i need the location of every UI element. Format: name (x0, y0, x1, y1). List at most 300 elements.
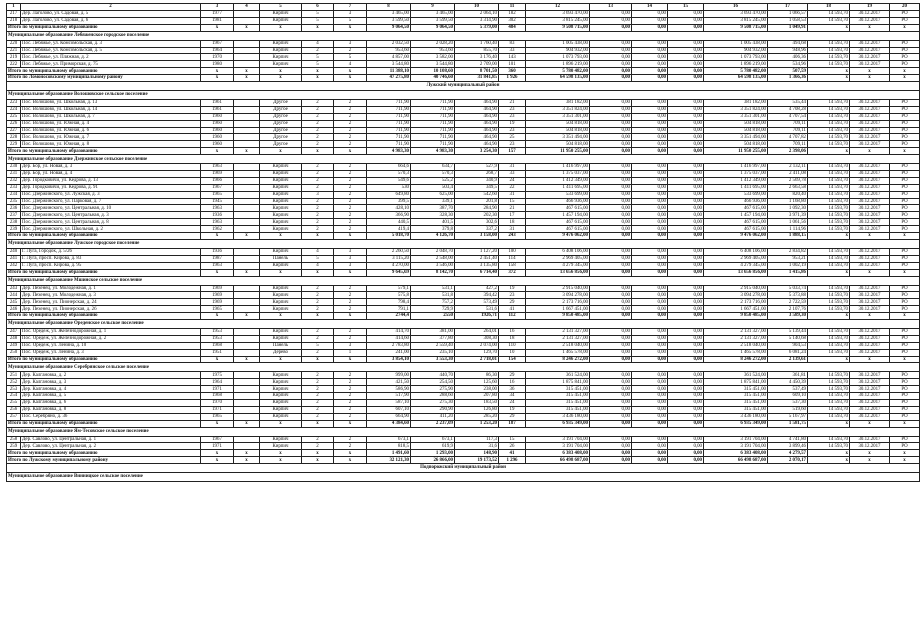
table-cell: 229 (7, 141, 21, 148)
table-cell: x (260, 24, 302, 31)
table-cell: 3 314,90 (455, 17, 499, 24)
table-cell: 1 296 (499, 457, 526, 464)
table-row (7, 54, 920, 61)
table-cell: 1 066,57 (768, 11, 808, 18)
table-cell: 14 593,70 (808, 255, 850, 262)
table-cell: 1926,71 (455, 313, 499, 320)
table-cell: 625,00 (411, 191, 455, 198)
table-cell: Дер. Бор, ул. Новая, д. 3 (21, 164, 201, 171)
table-cell: 673,1 (411, 436, 455, 443)
table-cell: 2 569,78 (768, 177, 808, 184)
table-cell: x (890, 75, 920, 82)
table-cell: 533 699,00 (704, 191, 768, 198)
table-cell (234, 285, 260, 292)
table-cell: 0,00 (632, 399, 668, 406)
table-cell: 30.12.2017 (850, 106, 890, 113)
table-cell: 0,00 (632, 47, 668, 54)
table-cell: 1963 (201, 219, 234, 226)
table-cell (234, 255, 260, 262)
table-cell: 427,2 (455, 285, 499, 292)
table-cell: 0,00 (668, 54, 704, 61)
table-cell: 14 593,70 (808, 436, 850, 443)
table-cell: 0,00 (632, 285, 668, 292)
table-cell: 0,00 (632, 61, 668, 68)
table-cell: 230 (7, 164, 21, 171)
table-cell: Кирпич (260, 47, 302, 54)
table-cell: 1964 (201, 379, 234, 386)
table-cell: 47 275,80 (367, 75, 411, 82)
column-number: 12 (526, 4, 590, 11)
table-cell: 0,00 (668, 47, 704, 54)
table-cell: Другое (260, 141, 302, 148)
table-cell: 2 451,40 (455, 255, 499, 262)
table-cell: 315 451,00 (526, 399, 590, 406)
table-cell: 2 (302, 171, 334, 178)
table-cell: 4 (302, 248, 334, 255)
table-cell: 0,00 (632, 40, 668, 47)
table-cell: 30.12.2017 (850, 177, 890, 184)
table-cell (234, 184, 260, 191)
table-cell: 2744,4 (367, 313, 411, 320)
table-cell: 2 (334, 219, 367, 226)
table-cell: 2 (334, 292, 367, 299)
table-cell: 264,01 (455, 328, 499, 335)
subtotal-row (7, 148, 920, 155)
table-cell: 1961 (201, 106, 234, 113)
table-cell: 2 (302, 127, 334, 134)
table-cell: 1965 (201, 191, 234, 198)
table-cell: 464,90 (455, 134, 499, 141)
table-cell: РО (890, 306, 920, 313)
table-cell: 0,00 (668, 342, 704, 349)
table-cell: 110 (499, 342, 526, 349)
table-cell: 0,00 (668, 134, 704, 141)
table-cell: 14 593,70 (808, 127, 850, 134)
table-cell: 711,90 (411, 134, 455, 141)
table-cell: 315 451,00 (704, 399, 768, 406)
table-cell: x (201, 233, 234, 240)
table-cell: 2 (302, 306, 334, 313)
table-cell: Дер. Савлово, ул. Центральная, д. 1 (21, 436, 201, 443)
table-cell: 0,00 (590, 356, 632, 363)
table-cell: 5 780 482,00 (704, 68, 768, 75)
table-cell: Пос. Волошово, ул. Южная, д. 7 (21, 134, 201, 141)
table-cell: 2 132,11 (768, 164, 808, 171)
table-cell: 30.12.2017 (850, 406, 890, 413)
table-cell: 1960 (201, 141, 234, 148)
table-cell: 0,00 (632, 24, 668, 31)
table-cell: 14 593,70 (808, 226, 850, 233)
table-cell (234, 349, 260, 356)
table-row (7, 11, 920, 18)
table-row (7, 171, 920, 178)
table-cell: 1 002,19 (768, 262, 808, 269)
table-cell: Кирпич (260, 54, 302, 61)
table-row (7, 255, 920, 262)
table-cell: 247 (7, 328, 21, 335)
table-cell: 2 (302, 219, 334, 226)
table-cell: 0,00 (590, 164, 632, 171)
district-title: Подпорожский муниципальный район (7, 464, 920, 473)
municipality-title: Муниципальное образование Лужское городское поселение (7, 239, 920, 248)
table-cell: 26 866,00 (411, 457, 455, 464)
table-cell: 757,2 (411, 299, 455, 306)
table-cell: 0,00 (590, 443, 632, 450)
table-cell: 4 983,30 (367, 148, 411, 155)
table-cell: x (234, 420, 260, 427)
table-cell: 0,00 (668, 372, 704, 379)
table-cell: 2 (334, 285, 367, 292)
table-cell: 2 070,17 (768, 457, 808, 464)
table-cell: 25 (499, 134, 526, 141)
table-cell: 31 (499, 164, 526, 171)
subtotal-label: Итого по муниципальному образованию (7, 269, 201, 276)
table-cell (234, 219, 260, 226)
table-cell: 315 451,00 (526, 386, 590, 393)
table-cell: 0,00 (668, 100, 704, 107)
table-cell (234, 106, 260, 113)
table-cell: 254 (7, 393, 21, 400)
table-cell: 268,7 (455, 171, 499, 178)
table-cell: 3 135,80 (455, 262, 499, 269)
table-cell: x (808, 313, 850, 320)
table-cell: 0,00 (632, 406, 668, 413)
table-cell: 361,81 (768, 372, 808, 379)
table-cell: 14 593,70 (808, 61, 850, 68)
table-cell: x (890, 450, 920, 457)
table-cell: 0,00 (632, 292, 668, 299)
table-row (7, 61, 920, 68)
table-cell: x (850, 420, 890, 427)
table-cell: 16 (499, 328, 526, 335)
table-cell: 527,9 (455, 164, 499, 171)
table-cell: 3 436 180,00 (526, 413, 590, 420)
table-cell: x (201, 457, 234, 464)
table-cell: 467 615,00 (526, 226, 590, 233)
table-cell: 467 615,00 (704, 205, 768, 212)
table-cell: 1963 (201, 205, 234, 212)
table-row (7, 386, 920, 393)
table-row (7, 342, 920, 349)
table-cell: 394,42 (455, 292, 499, 299)
table-cell: 1962 (201, 226, 234, 233)
table-cell: x (890, 269, 920, 276)
table-cell: 2 028,20 (411, 40, 455, 47)
table-cell: 360 (499, 68, 526, 75)
subtotal-label: Итого по Ломоносовскому муниципальному району (7, 75, 201, 82)
table-cell: 5 780 482,00 (526, 68, 590, 75)
table-cell: 0,00 (632, 171, 668, 178)
table-cell: 1 457 194,00 (704, 212, 768, 219)
table-cell: Кирпич (260, 292, 302, 299)
table-cell: 66 498 687,00 (526, 457, 590, 464)
table-cell: 464,90 (455, 141, 499, 148)
table-cell (234, 379, 260, 386)
table-cell: 315 451,00 (526, 393, 590, 400)
table-cell: 3 (334, 11, 367, 18)
table-cell: РО (890, 349, 920, 356)
table-cell: x (302, 420, 334, 427)
table-cell: 2 (302, 205, 334, 212)
table-cell: 0,00 (590, 40, 632, 47)
table-cell: 315 451,00 (704, 406, 768, 413)
table-cell: Пос. Лебяжье, ул. Приморская, д. 75 (21, 61, 201, 68)
table-cell: 2550 (411, 313, 455, 320)
table-cell: 17 (499, 212, 526, 219)
table-cell: x (302, 356, 334, 363)
table-cell (234, 40, 260, 47)
table-cell: 30.12.2017 (850, 212, 890, 219)
table-cell: 609,10 (768, 393, 808, 400)
table-cell: Кирпич (260, 61, 302, 68)
table-cell: 0,00 (632, 191, 668, 198)
table-cell: 0,00 (590, 269, 632, 276)
table-cell: Пос. Дзержинского, ул. Школьная, д. 2 (21, 226, 201, 233)
table-cell: 2 (334, 443, 367, 450)
table-cell: 157 (499, 148, 526, 155)
table-cell: РО (890, 127, 920, 134)
table-cell: 2 (302, 226, 334, 233)
table-cell: 0,00 (668, 127, 704, 134)
table-cell: x (234, 450, 260, 457)
table-cell: 3 (334, 262, 367, 269)
table-cell: 2 (334, 379, 367, 386)
table-cell: 855,70 (455, 47, 499, 54)
table-cell: 904 932,00 (526, 47, 590, 54)
table-cell: РО (890, 393, 920, 400)
table-cell: 14 593,70 (808, 413, 850, 420)
table-cell: 30.12.2017 (850, 54, 890, 61)
table-cell: 14 593,70 (808, 100, 850, 107)
table-cell: 14 593,70 (808, 379, 850, 386)
table-cell (234, 299, 260, 306)
table-cell: x (260, 313, 302, 320)
table-cell: 1 375 037,00 (526, 171, 590, 178)
table-cell: 243 (7, 285, 21, 292)
table-cell: x (890, 148, 920, 155)
table-cell: x (260, 450, 302, 457)
table-cell: 2 709,00 (455, 61, 499, 68)
table-cell: Кирпич (260, 393, 302, 400)
table-cell: x (808, 68, 850, 75)
table-cell: 4 270,00 (367, 262, 411, 269)
table-cell: x (334, 313, 367, 320)
subtotal-label: Итого по муниципальному образованию (7, 450, 201, 457)
table-cell: 586,90 (367, 386, 411, 393)
table-cell: 31 (499, 226, 526, 233)
table-cell: 3 351 301,00 (526, 113, 590, 120)
table-cell: РО (890, 436, 920, 443)
table-cell: 0,00 (632, 248, 668, 255)
table-row (7, 406, 920, 413)
table-cell: 1936 (201, 248, 234, 255)
table-cell: 1 888,15 (768, 233, 808, 240)
table-cell: x (850, 269, 890, 276)
table-cell: Пос. Оредеж, ул. Ленина, д. 3 (21, 349, 201, 356)
table-cell: 711,90 (411, 141, 455, 148)
table-cell: 0,00 (590, 212, 632, 219)
table-cell: 202,30 (455, 212, 499, 219)
table-cell: 1 416 997,00 (526, 164, 590, 171)
table-cell: 1963 (201, 262, 234, 269)
table-cell: 14 593,70 (808, 113, 850, 120)
table-cell: x (260, 269, 302, 276)
table-cell: 275,90 (411, 386, 455, 393)
table-cell: 0,00 (632, 11, 668, 18)
table-cell: x (334, 356, 367, 363)
table-cell: x (890, 356, 920, 363)
table-cell: 2 (302, 406, 334, 413)
table-cell: 2 834,82 (768, 248, 808, 255)
table-cell (234, 127, 260, 134)
table-cell (234, 292, 260, 299)
table-cell: 1967 (201, 436, 234, 443)
table-cell: 2 (334, 205, 367, 212)
table-cell: Кирпич (260, 436, 302, 443)
table-cell: РО (890, 285, 920, 292)
table-cell: 2 (302, 113, 334, 120)
table-cell: РО (890, 292, 920, 299)
table-cell: Панель (260, 342, 302, 349)
table-cell: 14 593,70 (808, 306, 850, 313)
table-cell: 24 (499, 177, 526, 184)
table-cell: 9 064,50 (411, 24, 455, 31)
table-cell: x (808, 24, 850, 31)
subtotal-label: Итого по муниципальному образованию (7, 356, 201, 363)
table-cell: 0,00 (668, 450, 704, 457)
table-cell: 2 (334, 198, 367, 205)
table-cell: 0,00 (632, 177, 668, 184)
table-cell: x (334, 68, 367, 75)
table-cell: 2 (302, 164, 334, 171)
table-cell (234, 386, 260, 393)
table-cell: 9 476 062,00 (526, 233, 590, 240)
table-cell: 1960 (201, 120, 234, 127)
table-cell: 2 (302, 212, 334, 219)
table-cell: 14 593,70 (808, 212, 850, 219)
table-cell: 252 (7, 379, 21, 386)
subtotal-row (7, 68, 920, 75)
table-cell: 575,8 (367, 292, 411, 299)
table-cell: 1 168,80 (768, 198, 808, 205)
table-cell: 0,00 (590, 450, 632, 457)
table-cell: 14 593,70 (808, 393, 850, 400)
table-cell: 349,5 (455, 184, 499, 191)
table-cell: Панель (260, 255, 302, 262)
table-cell: 1 058,53 (768, 17, 808, 24)
table-cell: 158 (499, 262, 526, 269)
table-cell: x (201, 75, 234, 82)
table-row (7, 191, 920, 198)
table-cell: 30.12.2017 (850, 292, 890, 299)
table-cell: x (850, 75, 890, 82)
table-cell: 1964 (201, 47, 234, 54)
table-cell: 0,00 (632, 219, 668, 226)
table-cell: 0,00 (668, 17, 704, 24)
table-cell: 953,21 (768, 255, 808, 262)
table-cell: 619,9 (411, 443, 455, 450)
table-cell: 30.12.2017 (850, 226, 890, 233)
table-cell: Дер. Городковичи, ул. Кедрова, д. 91 (21, 184, 201, 191)
table-cell: 2 518 040,00 (526, 342, 590, 349)
table-cell: 579,1 (367, 285, 411, 292)
column-number: 5 (260, 4, 302, 11)
table-cell: 14 593,70 (808, 164, 850, 171)
table-cell: 0,00 (590, 233, 632, 240)
table-cell: 290,90 (411, 406, 455, 413)
table-cell: 227 (7, 127, 21, 134)
table-cell: x (808, 457, 850, 464)
table-cell (234, 335, 260, 342)
table-row (7, 226, 920, 233)
table-cell: 0,00 (668, 349, 704, 356)
table-cell: 711,90 (411, 120, 455, 127)
table-cell: РО (890, 184, 920, 191)
table-cell: 570,3 (411, 171, 455, 178)
table-cell: 0,00 (668, 61, 704, 68)
table-row (7, 443, 920, 450)
table-cell: 33 (499, 47, 526, 54)
table-cell: 381 182,00 (526, 100, 590, 107)
table-cell: 664,90 (367, 413, 411, 420)
table-cell: 503,4 (411, 184, 455, 191)
table-cell: Дер. Калгановка, д. 5 (21, 393, 201, 400)
table-cell: x (808, 75, 850, 82)
table-cell: 14 593,70 (808, 198, 850, 205)
table-cell: 5 140,68 (768, 335, 808, 342)
table-cell: 0,00 (632, 255, 668, 262)
column-number: 20 (890, 4, 920, 11)
table-cell: 2 (334, 212, 367, 219)
table-cell: x (808, 148, 850, 155)
table-cell: 14 593,70 (808, 406, 850, 413)
table-row (7, 177, 920, 184)
table-cell: 711,90 (411, 106, 455, 113)
table-cell: 4 126,70 (411, 233, 455, 240)
table-cell: 2 559,40 (411, 342, 455, 349)
table-cell (234, 262, 260, 269)
table-cell: 0,00 (668, 269, 704, 276)
table-cell: 464,90 (455, 100, 499, 107)
table-cell: 14 593,70 (808, 11, 850, 18)
table-row (7, 219, 920, 226)
table-cell: 0,00 (590, 306, 632, 313)
table-cell: 0,00 (632, 212, 668, 219)
table-cell: x (234, 233, 260, 240)
table-cell: 9 064,50 (367, 24, 411, 31)
table-cell: Кирпич (260, 399, 302, 406)
table-cell: 1 293,00 (411, 450, 455, 457)
table-cell: 0,00 (668, 406, 704, 413)
table-cell: 0,00 (590, 75, 632, 82)
table-cell: 232 (7, 177, 21, 184)
table-cell: 1960 (201, 127, 234, 134)
table-cell: 337,2 (455, 226, 499, 233)
table-cell: x (234, 148, 260, 155)
table-cell: 1936 (201, 212, 234, 219)
table-cell (234, 212, 260, 219)
table-cell: РО (890, 17, 920, 24)
table-cell: 117,3 (455, 436, 499, 443)
table-cell: x (334, 75, 367, 82)
table-cell: 23 (499, 141, 526, 148)
table-cell: 1 581,75 (768, 420, 808, 427)
table-cell: 3 599,50 (367, 17, 411, 24)
table-cell: Кирпич (260, 299, 302, 306)
table-cell: 5 (302, 11, 334, 18)
table-cell: 2 131 327,00 (526, 328, 590, 335)
table-cell: 30.12.2017 (850, 171, 890, 178)
